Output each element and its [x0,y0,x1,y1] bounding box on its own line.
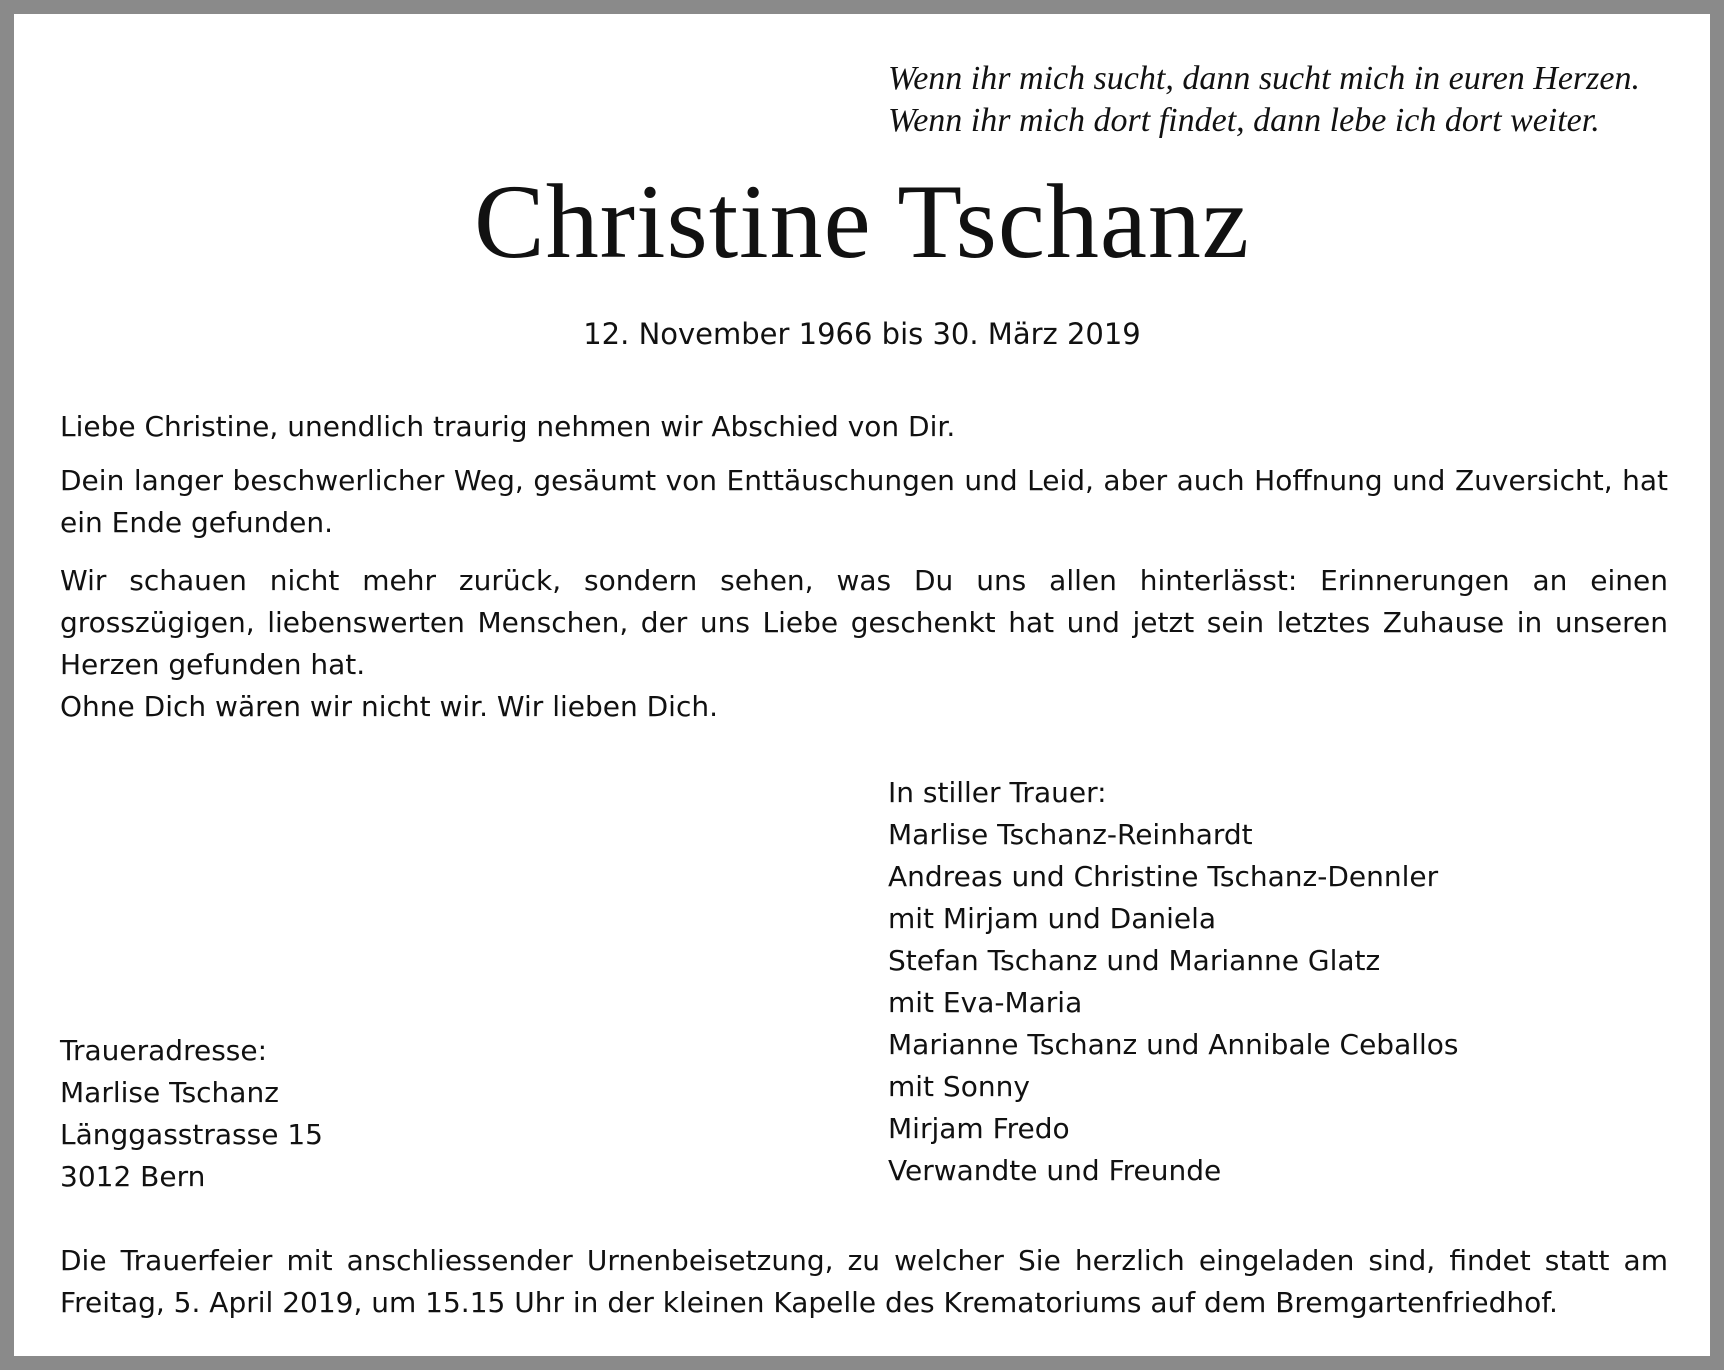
motto-line: Wenn ihr mich dort findet, dann lebe ich dort weiter. [888,102,1600,139]
mourners-heading: In stiller Trauer: [888,776,1107,809]
mourner-line: Marlise Tschanz-Reinhardt [888,818,1253,851]
mourner-line: mit Mirjam und Daniela [888,902,1217,935]
mourner-line: mit Sonny [888,1070,1030,1103]
address-heading: Traueradresse: [60,1034,268,1067]
paragraph-farewell: Liebe Christine, unendlich traurig nehmen wir Abschied von Dir. [60,410,956,443]
funeral-service-notice: Die Trauerfeier mit anschliessender Urnenbeisetzung, zu welcher Sie herzlich eingeladen sind, findet statt am Freitag, 5. April 2019, um 15.15 Uhr in der kleinen Kapelle des Krematoriums auf dem Bremgartenfriedhof. [60,1244,1668,1319]
paragraph-love: Ohne Dich wären wir nicht wir. Wir lieben Dich. [60,690,718,723]
motto-line: Wenn ihr mich sucht, dann sucht mich in euren Herzen. [888,60,1640,97]
mourner-line: Marianne Tschanz und Annibale Ceballos [888,1028,1459,1061]
mourners-list [888,772,1459,1192]
deceased-name: Christine Tschanz [474,163,1250,280]
mourner-line: Mirjam Fredo [888,1112,1070,1145]
mourner-line: Verwandte und Freunde [888,1154,1222,1187]
address-line: Marlise Tschanz [60,1076,279,1109]
address-line: 3012 Bern [60,1160,206,1193]
paragraph-memories: Wir schauen nicht mehr zurück, sondern sehen, was Du uns allen hinterlässt: Erinnerungen an einen grosszügigen, liebenswerten Menschen, der uns Liebe geschenkt hat und jetzt sein letztes Zuhause in unseren Herzen gefunden hat. [60,564,1668,681]
obituary-page [14,14,1710,1356]
motto-quote [888,58,1640,142]
mourner-line: mit Eva-Maria [888,986,1083,1019]
life-dates: 12. November 1966 bis 30. März 2019 [583,317,1141,351]
paragraph-path: Dein langer beschwerlicher Weg, gesäumt von Enttäuschungen und Leid, aber auch Hoffnung und Zuversicht, hat ein Ende gefunden. [60,464,1668,539]
mourning-address [60,1030,323,1198]
mourner-line: Andreas und Christine Tschanz-Dennler [888,860,1439,893]
mourner-line: Stefan Tschanz und Marianne Glatz [888,944,1381,977]
address-line: Länggasstrasse 15 [60,1118,323,1151]
